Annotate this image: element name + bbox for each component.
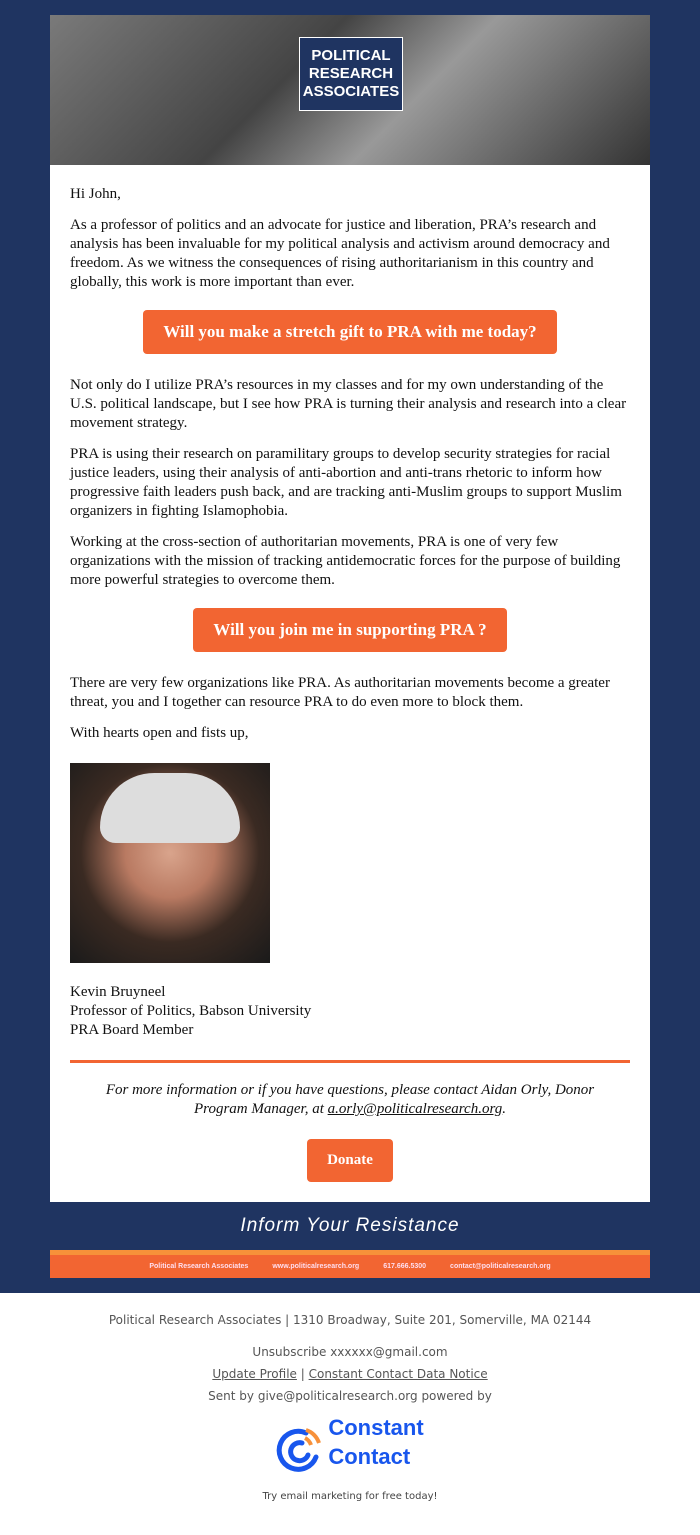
header-image bbox=[50, 15, 650, 165]
signer-photo bbox=[70, 763, 270, 963]
address: Political Research Associates | 1310 Broadway, Suite 201, Somerville, MA 02144 bbox=[108, 1313, 592, 1327]
footer-banner: Inform Your Resistance bbox=[50, 1202, 650, 1250]
pra-logo bbox=[299, 37, 403, 111]
sent-by: Sent by give@politicalresearch.org powered by bbox=[208, 1389, 492, 1403]
email-footer bbox=[0, 1293, 700, 1502]
constant-contact-icon bbox=[276, 1427, 322, 1473]
signer-name: Kevin Bruyneel bbox=[70, 984, 166, 1000]
banner-email: contact@politicalresearch.org bbox=[450, 1263, 551, 1270]
info-end: . bbox=[502, 1101, 506, 1117]
contact-email-link[interactable]: a.orly@politicalresearch.org bbox=[327, 1101, 503, 1117]
unsubscribe-link[interactable]: Unsubscribe xxxxxx@gmail.com bbox=[252, 1345, 448, 1359]
separator: | bbox=[296, 1367, 309, 1381]
logo-line: RESEARCH bbox=[308, 65, 394, 82]
paragraph: Not only do I utilize PRA’s resources in my classes and for my own understanding of the U.S. political landscape, but I see how PRA is turning their analysis and research into a clear movement strategy. bbox=[70, 377, 627, 431]
paragraph: Working at the cross-section of authoritarian movements, PRA is one of very few organizations with the mission of tracking antidemocratic forces for the purpose of building more powerful strategies to overcome them. bbox=[70, 534, 621, 588]
stretch-gift-button[interactable]: Will you make a stretch gift to PRA with me today? bbox=[143, 310, 556, 354]
info-text: For more information or if you have questions, please contact Aidan Orly, Donor Program Manager, at bbox=[105, 1082, 595, 1117]
banner-site: www.politicalresearch.org bbox=[272, 1263, 360, 1270]
logo-line: ASSOCIATES bbox=[302, 83, 400, 100]
closing: With hearts open and fists up, bbox=[70, 725, 249, 741]
banner-phone: 617.666.5300 bbox=[383, 1263, 427, 1270]
support-pra-button[interactable]: Will you join me in supporting PRA ? bbox=[193, 608, 506, 652]
signer-role: PRA Board Member bbox=[70, 1022, 194, 1038]
cc-name-2: Contact bbox=[328, 1444, 411, 1469]
donate-button[interactable]: Donate bbox=[307, 1139, 393, 1182]
signature bbox=[70, 983, 630, 1040]
constant-contact-logo[interactable] bbox=[0, 1417, 700, 1483]
banner-org: Political Research Associates bbox=[149, 1263, 249, 1270]
greeting: Hi John, bbox=[70, 186, 121, 202]
cc-name-1: Constant bbox=[328, 1415, 424, 1440]
email-body bbox=[50, 165, 650, 1182]
banner-contact-strip bbox=[50, 1255, 650, 1278]
cc-tagline[interactable]: Try email marketing for free today! bbox=[262, 1491, 438, 1502]
divider bbox=[70, 1060, 630, 1063]
logo-line: POLITICAL bbox=[311, 47, 391, 64]
data-notice-link[interactable]: Constant Contact Data Notice bbox=[308, 1367, 488, 1381]
update-profile-link[interactable]: Update Profile bbox=[212, 1367, 297, 1381]
paragraph: As a professor of politics and an advocate for justice and liberation, PRA’s research and analysis has been invaluable for my political analysis and activism around democracy and freedom. As we witness the consequences of rising authoritarianism in this country and globally, this work is more important than ever. bbox=[70, 217, 610, 290]
contact-info bbox=[70, 1081, 630, 1119]
paragraph: PRA is using their research on paramilitary groups to develop security strategies for racial justice leaders, using their analysis of anti-abortion and anti-trans rhetoric to inform how progressive faith leaders push back, and are tracking anti-Muslim groups to support Muslim organizers in fighting Islamophobia. bbox=[70, 446, 622, 519]
email-card bbox=[50, 15, 650, 1278]
signer-title: Professor of Politics, Babson University bbox=[70, 1003, 312, 1019]
paragraph: There are very few organizations like PRA. As authoritarian movements become a greater threat, you and I together can resource PRA to do even more to block them. bbox=[70, 675, 610, 710]
